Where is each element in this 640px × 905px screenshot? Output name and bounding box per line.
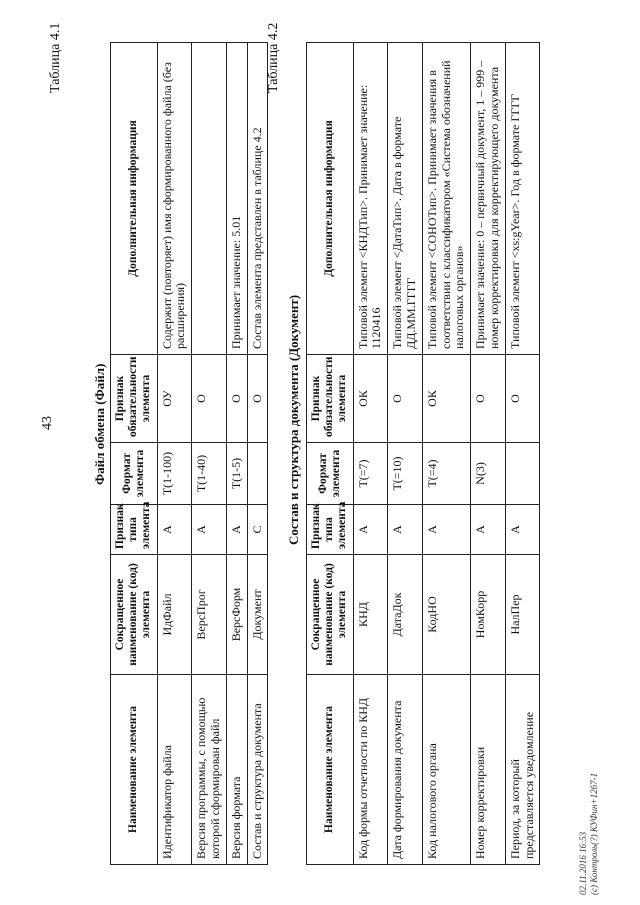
- table-row: [192, 43, 227, 865]
- table-row: [422, 43, 470, 865]
- stamp-line: (c) Контроль(?) КУФин+1267-1: [589, 772, 600, 895]
- print-stamp: [578, 773, 601, 895]
- table-cell: Дата формирования документа: [388, 675, 423, 865]
- table-cell: [192, 43, 227, 355]
- table-row: [471, 43, 506, 865]
- table-cell: А: [226, 505, 247, 555]
- table-cell: ДатаДок: [388, 555, 423, 675]
- page-number: 43: [40, 416, 55, 430]
- table-4-1-label: Таблица 4.1: [48, 22, 63, 93]
- table-cell: Т(=4): [422, 443, 470, 505]
- table-cell: Состав и структура документа: [247, 675, 268, 865]
- table-cell: С: [247, 505, 268, 555]
- table-cell: Версия формата: [226, 675, 247, 865]
- table-cell: ИдФайл: [157, 555, 192, 675]
- table-cell: Т(=7): [353, 443, 388, 505]
- table-cell: Типовой элемент <КНДТип>. Принимает значение: 1120416: [353, 43, 388, 355]
- table-cell: О: [388, 355, 423, 443]
- stamp-line: 02.11.2016 16:53: [578, 831, 588, 895]
- table-cell: А: [422, 505, 470, 555]
- table-cell: О: [505, 355, 540, 443]
- table-cell: О: [192, 355, 227, 443]
- table-cell: Состав элемента представлен в таблице 4.2: [247, 43, 268, 355]
- header-cell: Признак типа элемента: [111, 505, 158, 555]
- table-4-2: [306, 42, 540, 865]
- table-cell: О: [226, 355, 247, 443]
- header-cell: Сокращенное наименование (код) элемента: [307, 555, 354, 675]
- table-4-2-label: Таблица 4.2: [266, 22, 281, 93]
- table-cell: О: [471, 355, 506, 443]
- table-4-1-caption: Файл обмена (Файл): [92, 363, 107, 485]
- table-cell: Принимает значение: 0 – первичный документ, 1 – 999 – номер корректировки для корректирующего документа: [471, 43, 506, 355]
- table-cell: А: [505, 505, 540, 555]
- table-cell: Идентификатор файла: [157, 675, 192, 865]
- table-cell: Типовой элемент <СОНОТип>. Принимает значения в соответствии с классификатором «Система обозначений налоговых органов»: [422, 43, 470, 355]
- table-cell: N(3): [471, 443, 506, 505]
- table-cell: А: [388, 505, 423, 555]
- table-row: [505, 43, 540, 865]
- header-cell: Наименование элемента: [111, 675, 158, 865]
- table-4-2-caption: Состав и структура документа (Документ): [286, 294, 301, 545]
- table-cell: Типовой элемент <ДатаТип>. Дата в формате ДД.ММ.ГГГГ: [388, 43, 423, 355]
- header-cell: Признак обязательности элемента: [111, 355, 158, 443]
- table-cell: А: [353, 505, 388, 555]
- table-row: [226, 43, 247, 865]
- table-cell: Период, за который представляется уведомление: [505, 675, 540, 865]
- table-cell: НомКорр: [471, 555, 506, 675]
- table-cell: НалПер: [505, 555, 540, 675]
- table-row: [388, 43, 423, 865]
- table-cell: Содержит (повторяет) имя сформированного файла (без расширения): [157, 43, 192, 355]
- table-cell: Версия программы, с помощью которой сформирован файл: [192, 675, 227, 865]
- table-cell: Принимает значение: 5.01: [226, 43, 247, 355]
- table-header-row: [307, 43, 354, 865]
- table-cell: Типовой элемент <xs:gYear>. Год в формате ГГГГ: [505, 43, 540, 355]
- table-4-1: [110, 42, 268, 865]
- table-row: [247, 43, 268, 865]
- table-cell: О: [247, 355, 268, 443]
- table-cell: Т(=10): [388, 443, 423, 505]
- table-cell: [247, 443, 268, 505]
- table-header-row: [111, 43, 158, 865]
- table-row: [353, 43, 388, 865]
- table-cell: Код формы отчетности по КНД: [353, 675, 388, 865]
- table-cell: А: [157, 505, 192, 555]
- table-cell: Документ: [247, 555, 268, 675]
- table-cell: Т(1-100): [157, 443, 192, 505]
- header-cell: Признак обязательности элемента: [307, 355, 354, 443]
- table-cell: ВерсФорм: [226, 555, 247, 675]
- table-cell: [505, 443, 540, 505]
- table-cell: Т(1-5): [226, 443, 247, 505]
- table-cell: КНД: [353, 555, 388, 675]
- table-cell: ОК: [422, 355, 470, 443]
- table-cell: КодНО: [422, 555, 470, 675]
- table-cell: Т(1-40): [192, 443, 227, 505]
- table-cell: А: [192, 505, 227, 555]
- table-cell: Номер корректировки: [471, 675, 506, 865]
- table-cell: А: [471, 505, 506, 555]
- header-cell: Наименование элемента: [307, 675, 354, 865]
- table-cell: ОК: [353, 355, 388, 443]
- header-cell: Формат элемента: [307, 443, 354, 505]
- table-row: [157, 43, 192, 865]
- table-cell: Код налогового органа: [422, 675, 470, 865]
- table-cell: ВерсПрог: [192, 555, 227, 675]
- header-cell: Сокращенное наименование (код) элемента: [111, 555, 158, 675]
- header-cell: Формат элемента: [111, 443, 158, 505]
- header-cell: Признак типа элемента: [307, 505, 354, 555]
- table-cell: ОУ: [157, 355, 192, 443]
- header-cell: Дополнительная информация: [111, 43, 158, 355]
- header-cell: Дополнительная информация: [307, 43, 354, 355]
